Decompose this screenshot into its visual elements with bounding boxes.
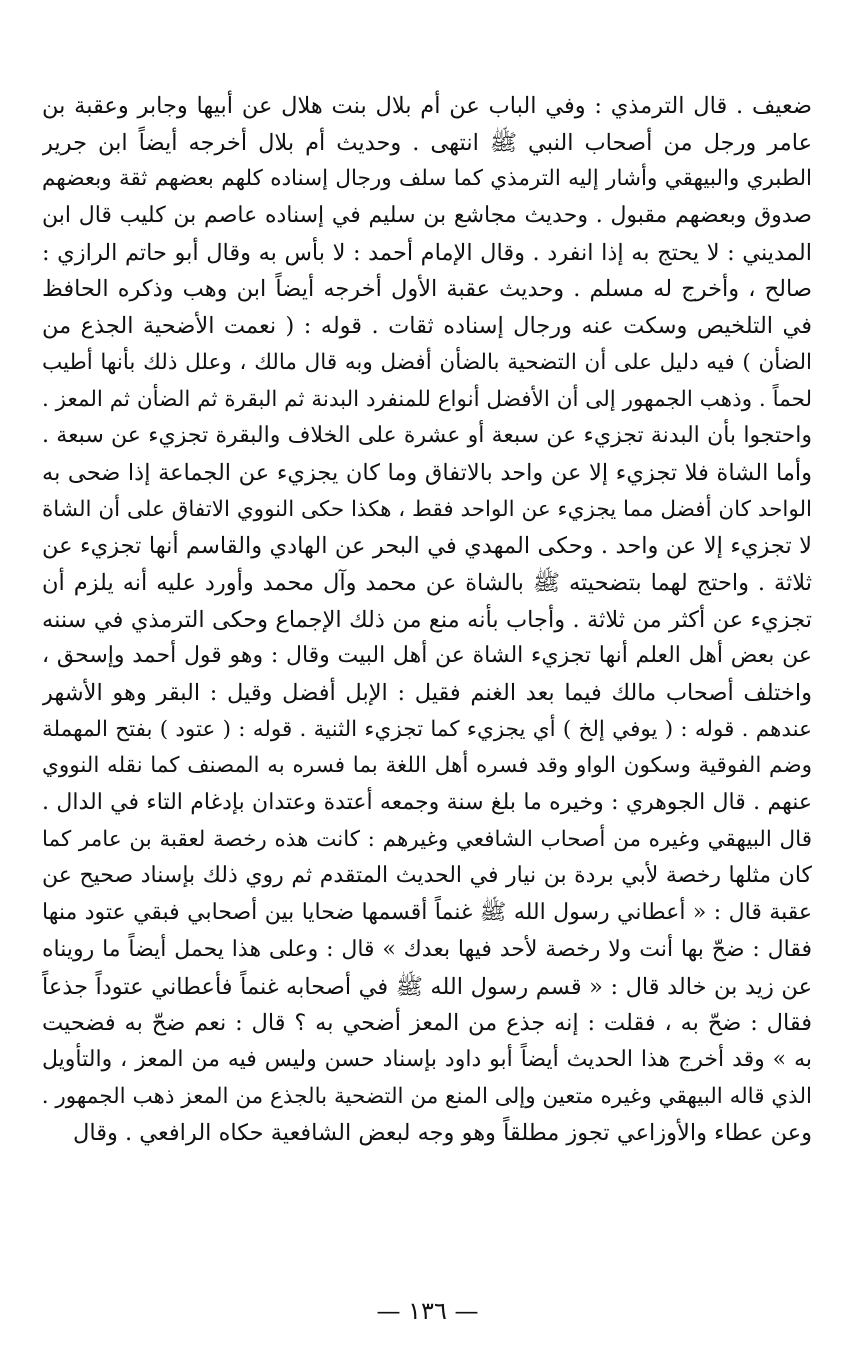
text-line: المديني : لا يحتج به إذا انفرد . وقال الإمام أحمد : لا بأس به وقال أبو حاتم الرازي : bbox=[42, 239, 812, 266]
text-line: في التلخيص وسكت عنه ورجال إسناده ثقات . قوله : ( نعمت الأضحية الجذع من bbox=[42, 313, 812, 340]
text-line: وأما الشاة فلا تجزيء إلا عن واحد بالاتفاق وما كان يجزيء عن الجماعة إذا ضحى به bbox=[42, 459, 812, 486]
text-line: عن بعض أهل العلم أنها تجزيء الشاة عن أهل البيت وقال : وهو قول أحمد وإسحق ، bbox=[42, 643, 812, 669]
text-line: فقال : ضحّ بها أنت ولا رخصة لأحد فيها بعدك » قال : وعلى هذا يحمل أيضاً ما رويناه bbox=[42, 936, 812, 962]
text-line: واحتجوا بأن البدنة تجزيء عن سبعة أو عشرة على الخلاف والبقرة تجزيء عن سبعة . bbox=[42, 423, 812, 449]
text-line: عقبة قال : « أعطاني رسول الله ﷺ غنماً أقسمها ضحايا بين أصحابي فبقي عتود منها bbox=[42, 900, 812, 926]
text-line: وعن عطاء والأوزاعي تجوز مطلقاً وهو وجه لبعض الشافعية حكاه الرافعي . وقال bbox=[73, 1120, 812, 1147]
text-line: فقال : ضحّ به ، فقلت : إنه جذع من المعز أضحي به ؟ قال : نعم ضحّ به فضحيت bbox=[42, 1010, 812, 1037]
page-number: — ١٣٦ — bbox=[376, 1297, 479, 1325]
text-line: كان مثلها رخصة لأبي بردة بن نيار في الحديث المتقدم ثم روي ذلك بإسناد صحيح عن bbox=[42, 863, 812, 889]
text-line: ثلاثة . واحتج لهما بتضحيته ﷺ بالشاة عن محمد وآل محمد وأورد عليه أنه يلزم أن bbox=[42, 569, 812, 596]
text-line: عامر ورجل من أصحاب النبي ﷺ انتهى . وحديث أم بلال أخرجه أيضاً ابن جرير bbox=[42, 129, 812, 156]
text-line: تجزيء عن أكثر من ثلاثة . وأجاب بأنه منع من ذلك الإجماع وحكى الترمذي في سننه bbox=[42, 606, 812, 633]
body-text bbox=[42, 88, 812, 1152]
text-line: واختلف أصحاب مالك فيما بعد الغنم فقيل : الإبل أفضل وقيل : البقر وهو الأشهر bbox=[42, 680, 812, 706]
text-line: عندهم . قوله : ( يوفي إلخ ) أي يجزيء كما تجزيء الثنية . قوله : ( عتود ) بفتح المهملة bbox=[42, 716, 812, 742]
text-line: الضأن ) فيه دليل على أن التضحية بالضأن أفضل وبه قال مالك ، وعلل ذلك بأنها أطيب bbox=[42, 349, 812, 375]
text-line: ضعيف . قال الترمذي : وفي الباب عن أم بلال بنت هلال عن أبيها وجابر وعقبة بن bbox=[42, 93, 812, 119]
text-line: الواحد كان أفضل مما يجزيء عن الواحد فقط ، هكذا حكى النووي الاتفاق على أن الشاة bbox=[42, 496, 812, 522]
text-line: وضم الفوقية وسكون الواو وقد فسره أهل اللغة بما فسره به المصنف كما نقله النووي bbox=[42, 753, 812, 779]
text-line: عنهم . قال الجوهري : وخيره ما بلغ سنة وجمعه أعتدة وعتدان بإدغام التاء في الدال . bbox=[42, 790, 812, 816]
text-line: الطبري والبيهقي وأشار إليه الترمذي كما سلف ورجال إسناده كلهم بعضهم ثقة وبعضهم bbox=[42, 166, 812, 192]
text-line: الذي قاله البيهقي وغيره متعين وإلى المنع من التضحية بالجذع من المعز ذهب الجمهور . bbox=[42, 1083, 812, 1109]
text-line: لحماً . وذهب الجمهور إلى أن الأفضل أنواع للمنفرد البدنة ثم البقرة ثم الضأن ثم المعز . bbox=[42, 386, 812, 412]
text-line: به » وقد أخرج هذا الحديث أيضاً أبو داود بإسناد حسن وليس فيه من المعز ، والتأويل bbox=[42, 1046, 812, 1072]
text-line: صدوق وبعضهم مقبول . وحديث مجاشع بن سليم في إسناده عاصم بن كليب قال ابن bbox=[42, 203, 812, 229]
text-line: لا تجزيء إلا عن واحد . وحكى المهدي في البحر عن الهادي والقاسم أنها تجزيء عن bbox=[42, 533, 812, 560]
text-line: عن زيد بن خالد قال : « قسم رسول الله ﷺ في أصحابه غنماً فأعطاني عتوداً جذعاً bbox=[42, 973, 812, 1000]
text-line: قال البيهقي وغيره من أصحاب الشافعي وغيرهم : كانت هذه رخصة لعقبة بن عامر كما bbox=[42, 826, 812, 852]
text-line: صالح ، وأخرج له مسلم . وحديث عقبة الأول أخرجه أيضاً ابن وهب وذكره الحافظ bbox=[42, 276, 812, 303]
